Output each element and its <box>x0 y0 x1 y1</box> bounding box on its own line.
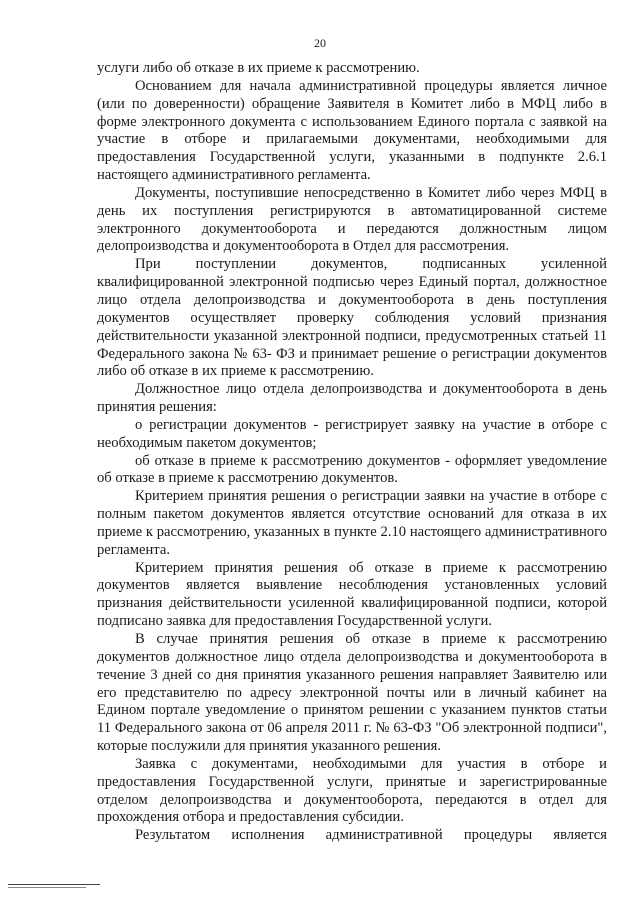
paragraph-electronic-signature: При поступлении документов, подписанных усиленной квалифицированной электронной подписью через Единый портал, должностное лицо отдела делопроизводства и документооборота в день поступления документов осуществляет проверку соблюдения условий признания действительности указанной электронной подписи, предусмотренных статьей 11 Федерального закона № 63- ФЗ и принимает решение о регистрации документов либо об отказе в их приеме к рассмотрению. <box>97 256 607 380</box>
document-body <box>97 60 607 845</box>
paragraph-official-decision: Должностное лицо отдела делопроизводства и документооборота в день принятия решения: <box>97 381 607 416</box>
paragraph-result: Результатом исполнения административной процедуры является <box>135 827 607 844</box>
paragraph-refusal-criterion: Критерием принятия решения об отказе в приеме к рассмотрению документов является выявление несоблюдения установленных условий признания действительности усиленной квалифицированной подписи, которой подписано заявка для предоставления Государственной услуги. <box>97 559 607 630</box>
paragraph-registration-criterion: Критерием принятия решения о регистрации заявки на участие в отборе с полным пакетом документов является отсутствие оснований для отказа в их приеме к рассмотрению, указанных в пункте 2.10 настоящего административного регламента. <box>97 488 607 558</box>
paragraph-refusal: об отказе в приеме к рассмотрению документов - оформляет уведомление об отказе в приеме к рассмотрению документов. <box>97 452 607 487</box>
paragraph-application-transfer: Заявка с документами, необходимыми для участия в отборе и предоставления Государственной услуги, принятые и зарегистрированные отделом делопроизводства и документооборота, передаются в отдел для прохождения отбора и предоставления субсидии. <box>97 755 607 826</box>
footer-rule-secondary <box>8 887 86 888</box>
paragraph-registration: о регистрации документов - регистрирует заявку на участие в отборе с необходимым пакетом документов; <box>97 416 607 451</box>
paragraph-refusal-notice: В случае принятия решения об отказе в приеме к рассмотрению документов должностное лицо отдела делопроизводства и документооборота в течение 3 дней со дня принятия указанного решения направляет Заявителю или его представителю по адресу электронной почты или в личный кабинет на Едином портале уведомление о принятом решении с указанием пунктов статьи 11 Федерального закона от 06 апреля 2011 г. № 63-ФЗ "Об электронной подписи", которые послужили для принятия указанного решения. <box>97 631 607 755</box>
footer-rule <box>8 884 100 885</box>
page-number: 20 <box>314 36 326 50</box>
paragraph-continuation: услуги либо об отказе в их приеме к рассмотрению. <box>97 60 420 76</box>
paragraph-received-documents: Документы, поступившие непосредственно в Комитет либо через МФЦ в день их поступления регистрируются в автоматицированной системе электронного документооборота и передаются должностным лицом делопроизводства и документооборота в Отдел для рассмотрения. <box>97 184 607 255</box>
paragraph-basis: Основанием для начала административной процедуры является личное (или по доверенности) обращение Заявителя в Комитет либо в МФЦ либо в форме электронного документа с использованием Единого портала с заявкой на участие в отборе и прилагаемыми документами, необходимыми для предоставления Государственной услуги, указанными в подпункте 2.6.1 настоящего административного регламента. <box>97 77 607 184</box>
